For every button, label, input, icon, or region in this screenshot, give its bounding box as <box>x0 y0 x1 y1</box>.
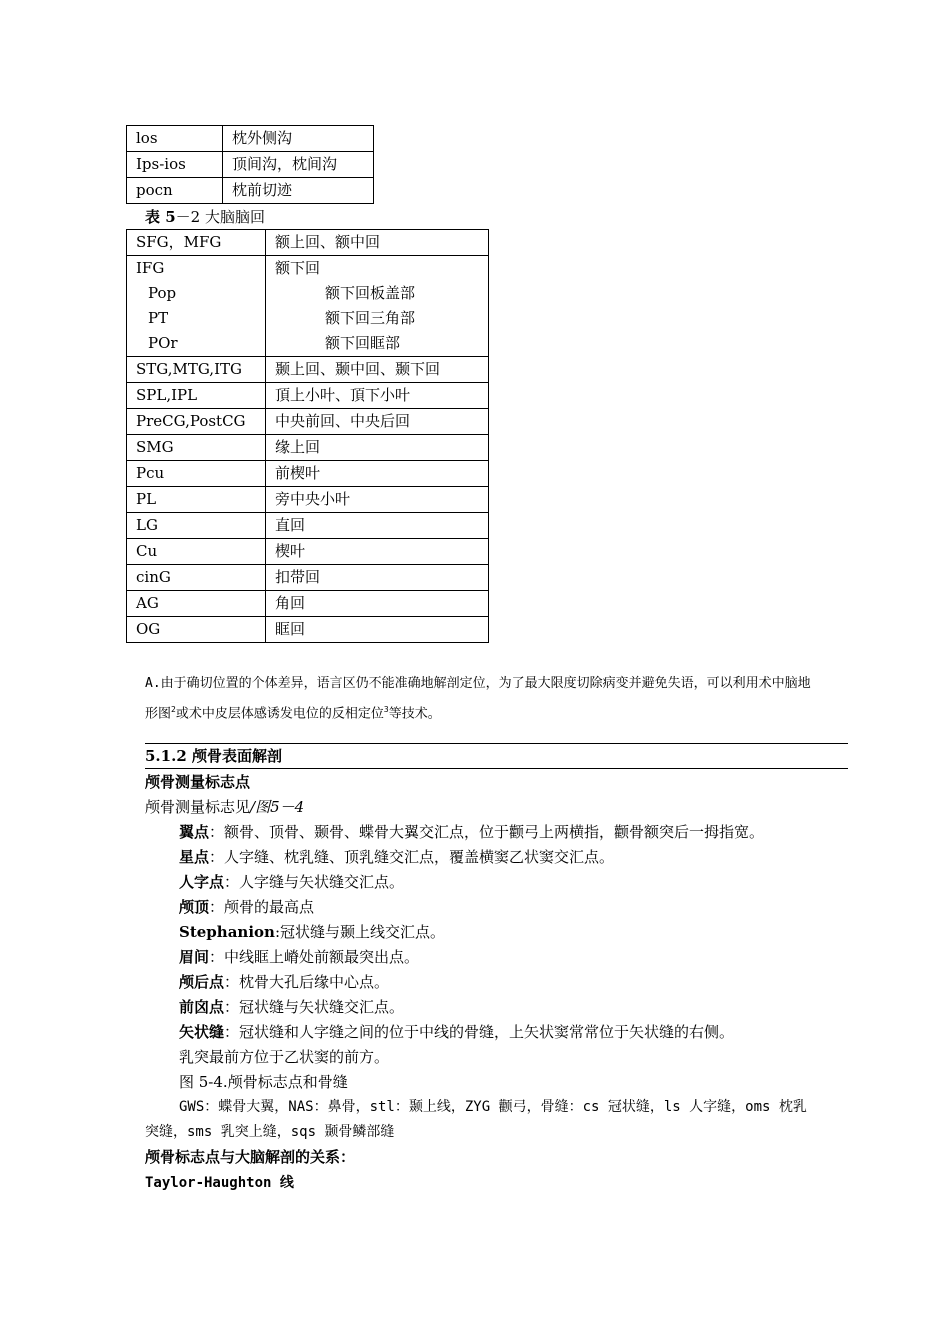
table-row <box>127 178 374 204</box>
name-cell: 缘上回 <box>266 435 489 461</box>
landmark-item: 星点：人字缝、枕乳缝、顶乳缝交汇点，覆盖横窦乙状窦交汇点。 <box>179 848 615 866</box>
abbr-cell: pocn <box>127 178 223 204</box>
abbr-cell: los <box>127 126 223 152</box>
name-cell <box>266 256 489 357</box>
abbr-cell: AG <box>127 591 266 617</box>
landmark-item: 人字点：人字缝与矢状缝交汇点。 <box>179 873 405 891</box>
subheading: 颅骨测量标志点 <box>145 773 251 791</box>
landmark-item: 颅顶：颅骨的最高点 <box>179 898 315 916</box>
name-cell: 眶回 <box>266 617 489 643</box>
note-text: 等技术。 <box>388 706 441 722</box>
name-cell: 中央前回、中央后回 <box>266 409 489 435</box>
abbr-cell: STG,MTG,ITG <box>127 357 266 383</box>
caption-text: －2 大脑脑回 <box>175 208 265 226</box>
abbr-cell: Ips-ios <box>127 152 223 178</box>
table-row <box>127 565 489 591</box>
mastoid-note: 乳突最前方位于乙状窦的前方。 <box>179 1048 390 1066</box>
table-row <box>127 513 489 539</box>
footnote-ref: 2 <box>171 705 176 714</box>
table-row <box>127 409 489 435</box>
name-sub: 额下回板盖部 <box>325 284 416 302</box>
name-cell: 旁中央小叶 <box>266 487 489 513</box>
table-row <box>127 230 489 256</box>
abbr-cell: cinG <box>127 565 266 591</box>
name-cell: 额上回、额中回 <box>266 230 489 256</box>
abbr-cell: OG <box>127 617 266 643</box>
abbr-cell: Pcu <box>127 461 266 487</box>
taylor-haughton-heading: Taylor-Haughton 线 <box>145 1175 294 1191</box>
name-cell: 前楔叶 <box>266 461 489 487</box>
section-rule-bottom <box>145 768 848 769</box>
note-text: 或术中皮层体感诱发电位的反相定位 <box>175 706 384 722</box>
figure-link[interactable]: /图5－4 <box>250 798 305 816</box>
landmark-item: 前囟点：冠状缝与矢状缝交汇点。 <box>179 998 405 1016</box>
name-cell: 直回 <box>266 513 489 539</box>
section-heading: 5.1.2 颅骨表面解剖 <box>145 747 282 765</box>
table-row <box>127 539 489 565</box>
abbr-sub: PT <box>148 309 169 327</box>
abbr-cell: PL <box>127 487 266 513</box>
table-row <box>127 256 489 357</box>
language-area-note <box>145 671 815 727</box>
table-row <box>127 383 489 409</box>
sulci-table <box>126 125 374 204</box>
figure-legend: GWS：蝶骨大翼，NAS：鼻骨，stl：颞上线，ZYG 颧弓，骨缝：cs 冠状缝，ls 人字缝，oms 枕乳突缝，sms 乳突上缝，sqs 颞骨鳞部缝 <box>145 1099 807 1140</box>
name-cell: 枕外侧沟 <box>223 126 374 152</box>
name-cell: 顶间沟，枕间沟 <box>223 152 374 178</box>
footnote-ref: 3 <box>383 705 389 714</box>
landmark-item: 矢状缝：冠状缝和人字缝之间的位于中线的骨缝，上矢状窦常常位于矢状缝的右侧。 <box>179 1023 735 1041</box>
landmark-item: 翼点：额骨、顶骨、颞骨、蝶骨大翼交汇点，位于颧弓上两横指，颧骨额突后一拇指宽。 <box>179 823 765 841</box>
table-row <box>127 435 489 461</box>
table-row <box>127 591 489 617</box>
section-body <box>145 770 815 1196</box>
abbr-sub: Pop <box>148 284 177 302</box>
landmark-item: Stephanion:冠状缝与颞上线交汇点。 <box>179 923 445 941</box>
abbr-main: IFG <box>136 259 165 277</box>
name-cell: 颞上回、颞中回、颞下回 <box>266 357 489 383</box>
table-caption <box>145 206 265 227</box>
name-cell: 楔叶 <box>266 539 489 565</box>
landmark-item: 颅后点：枕骨大孔后缘中心点。 <box>179 973 390 991</box>
table-row <box>127 461 489 487</box>
gyri-table <box>126 229 489 643</box>
table-row <box>127 357 489 383</box>
table-row <box>127 487 489 513</box>
name-cell: 枕前切迹 <box>223 178 374 204</box>
table-row <box>127 152 374 178</box>
name-sub: 额下回眶部 <box>325 334 401 352</box>
name-main: 额下回 <box>275 259 321 277</box>
abbr-cell: LG <box>127 513 266 539</box>
figure-reference: 颅骨测量标志见/图5－4 <box>145 798 305 816</box>
abbr-cell: SFG，MFG <box>127 230 266 256</box>
abbr-cell: Cu <box>127 539 266 565</box>
figure-caption: 图 5-4.颅骨标志点和骨缝 <box>179 1073 348 1091</box>
section-rule-top <box>145 743 848 744</box>
name-cell: 頂上小叶、頂下小叶 <box>266 383 489 409</box>
name-sub: 额下回三角部 <box>325 309 416 327</box>
table-row <box>127 126 374 152</box>
relation-heading: 颅骨标志点与大脑解剖的关系： <box>145 1148 356 1166</box>
name-cell: 扣带回 <box>266 565 489 591</box>
abbr-cell <box>127 256 266 357</box>
abbr-cell: SMG <box>127 435 266 461</box>
landmark-item: 眉间：中线眶上嵴处前额最突出点。 <box>179 948 420 966</box>
caption-bold: 表 5 <box>145 208 176 226</box>
name-cell: 角回 <box>266 591 489 617</box>
abbr-cell: PreCG,PostCG <box>127 409 266 435</box>
note-text: A.由于确切位置的个体差异，语言区仍不能准确地解剖定位，为了最大限度切除病变并避免失语，可以利用术中脑地形图 <box>145 676 811 722</box>
table-row <box>127 617 489 643</box>
abbr-sub: POr <box>148 334 178 352</box>
abbr-cell: SPL,IPL <box>127 383 266 409</box>
